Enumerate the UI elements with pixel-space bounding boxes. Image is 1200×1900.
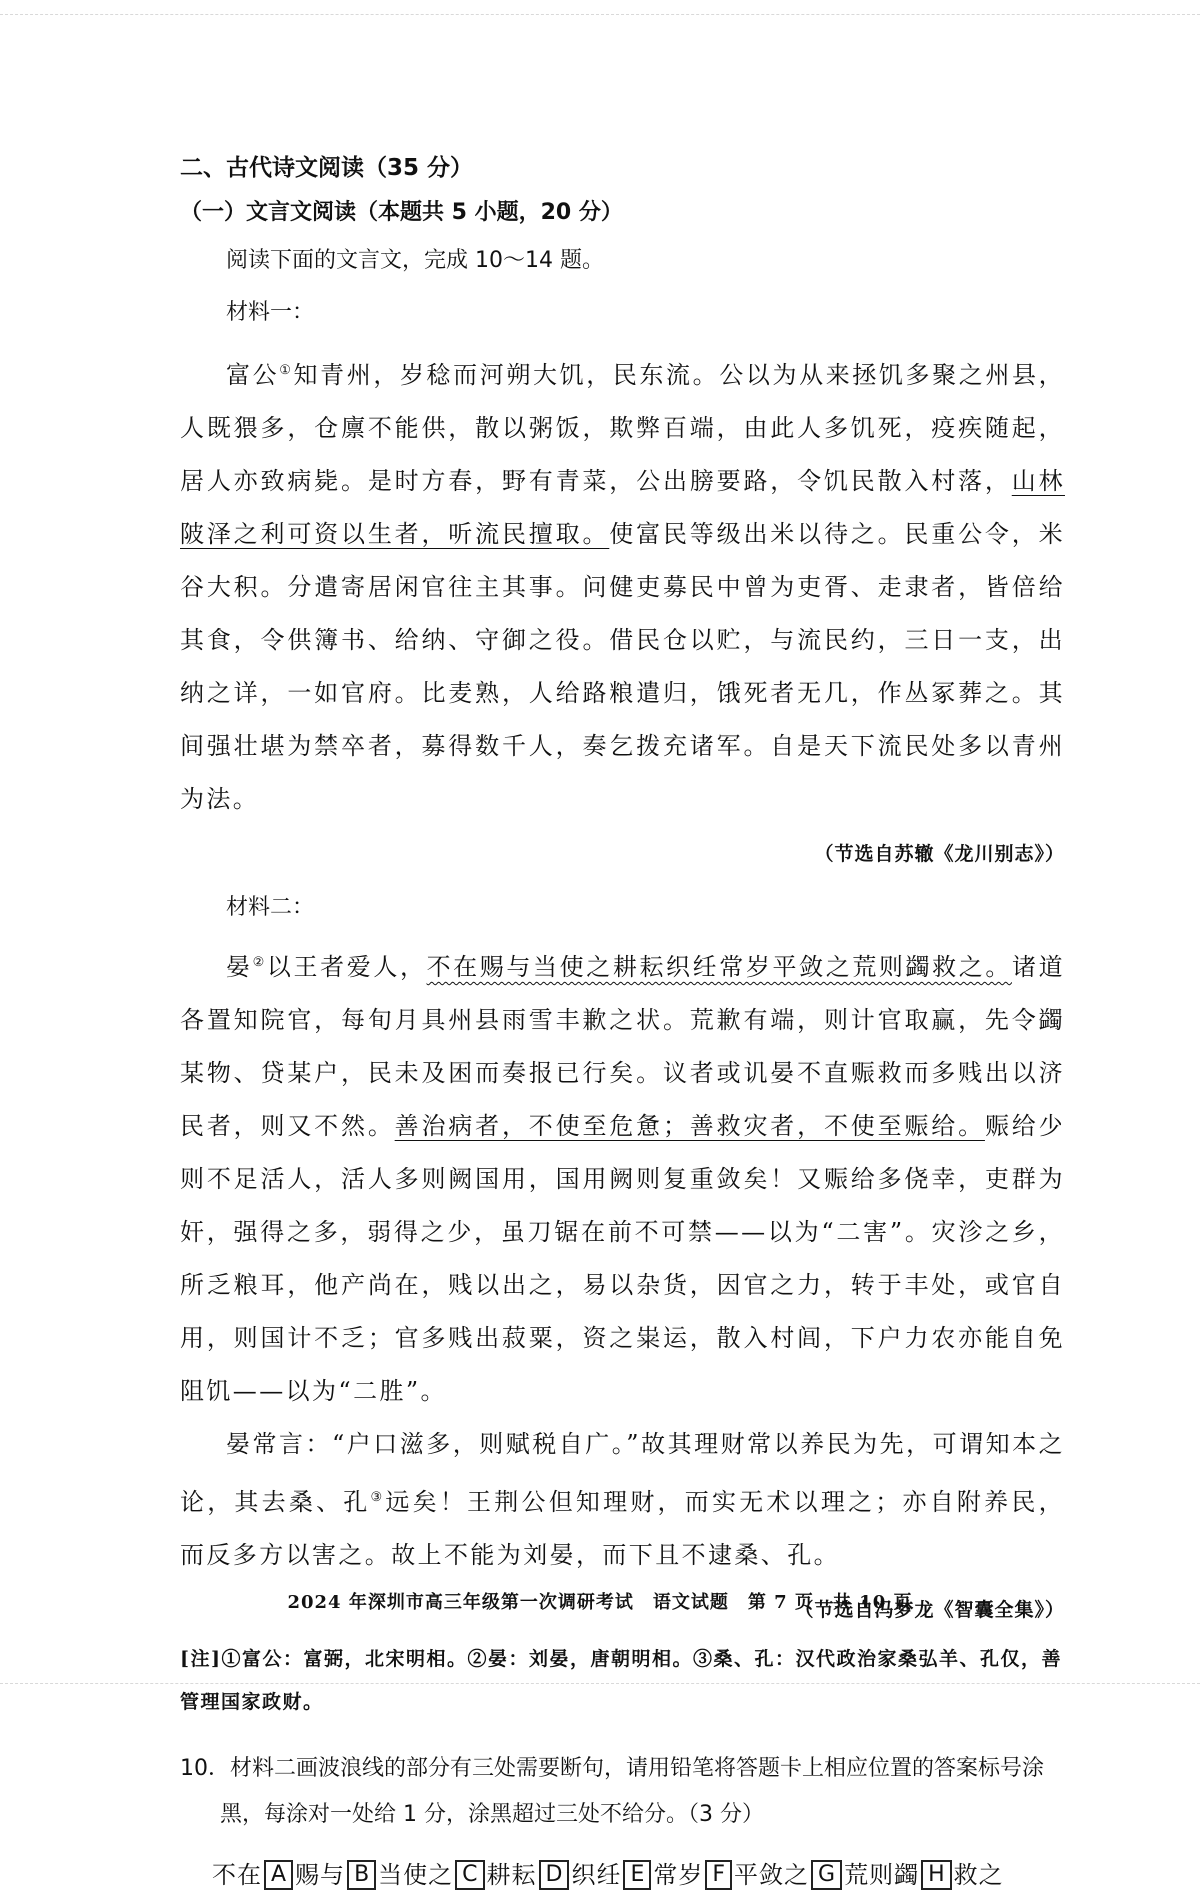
material2-text [180, 936, 1065, 1418]
reading-instruction: 阅读下面的文言文，完成 10～14 题。 [226, 248, 604, 273]
question-10-options [212, 1850, 1065, 1900]
page-footer: 2024 年深圳市高三年级第一次调研考试 语文试题 第 7 页 共 10 页 [287, 1592, 913, 1613]
section-title: 二、古代诗文阅读（35 分） [180, 155, 474, 181]
note3-mark: ③ [370, 1490, 386, 1505]
q10-segment: 织纴 [571, 1861, 622, 1889]
q10-segment: 平敛之 [734, 1861, 810, 1889]
material1-underlined: 山林陂泽之利可资以生者，听流民擅取。 [180, 467, 1065, 548]
material2-part-b: 诸道各置知院官，每旬月具州县雨雪丰歉之状。荒歉有端，则计官取赢，先令蠲某物、贷某户，民未及困而奏报已行矣。议者或讥晏不直赈救而多贱出以济民者，则又不然。 [180, 953, 1065, 1140]
q10-option-box-f[interactable]: F [705, 1860, 732, 1890]
question-10: 10．材料二画波浪线的部分有三处需要断句，请用铅笔将答题卡上相应位置的答案标号涂黑，每涂对一处给 1 分，涂黑超过三处不给分。（3 分） [180, 1756, 1044, 1827]
scan-edge-bottom [0, 1683, 1200, 1684]
q10-option-box-e[interactable]: E [623, 1860, 651, 1890]
q10-segment: 荒则蠲 [844, 1861, 920, 1889]
q10-segment: 赐与 [295, 1861, 346, 1889]
material1-lead: 富公 [226, 361, 280, 389]
material2-wavy-passage: 不在赐与当使之耕耘织纴常岁平敛之荒则蠲救之。 [426, 953, 1012, 981]
q10-segment: 耕耘 [486, 1861, 537, 1889]
material2-para2-b: 远矣！王荆公但知理财，而实无术以理之；亦自附养民，而反多方以害之。故上不能为刘晏，而下且不逮桑、孔。 [180, 1488, 1065, 1569]
material2-underlined: 善治病者，不使至危惫；善救灾者，不使至赈给。 [394, 1112, 985, 1140]
q10-option-box-h[interactable]: H [921, 1860, 952, 1890]
q10-segment: 救之 [953, 1861, 1004, 1889]
material1-text [180, 344, 1065, 826]
annotation-notes: [注]①富公：富弼，北宋明相。②晏：刘晏，唐朝明相。③桑、孔：汉代政治家桑弘羊、孔仅，善管理国家政财。 [180, 1648, 1062, 1713]
material2-label: 材料二： [226, 895, 315, 920]
exam-page [180, 145, 1065, 1900]
q10-option-box-c[interactable]: C [455, 1860, 484, 1890]
material1-label: 材料一： [226, 300, 315, 325]
q10-option-box-b[interactable]: B [347, 1860, 376, 1890]
material2-source: （节选自冯梦龙《智囊全集》） [794, 1599, 1065, 1621]
material1-part-b: 使富民等级出米以待之。民重公令，米谷大积。分遣寄居闲官往主其事。问健吏募民中曾为吏胥、走隶者，皆倍给其食，令供簿书、给纳、守御之役。借民仓以贮，与流民约，三日一支，出纳之详，一如官府。比麦熟，人给路粮遣归，饿死者无几，作丛冢葬之。其间强壮堪为禁卒者，募得数千人，奏乞拨充诸军。自是天下流民处多以青州为法。 [180, 520, 1065, 813]
note1-mark: ① [279, 363, 294, 378]
scan-edge-top [0, 14, 1200, 15]
q10-segment: 常岁 [653, 1861, 704, 1889]
material2-para2-a: 晏常言：“户口滋多，则赋税自广。”故其理财常以养民为先，可谓知本之论，其去桑、孔 [180, 1430, 1065, 1516]
material2-part-a: 以王者爱人， [266, 953, 427, 981]
note2-mark: ② [252, 955, 267, 970]
material1-part-a: 知青州，岁稔而河朔大饥，民东流。公以为从来拯饥多聚之州县，人既猥多，仓廪不能供，散以粥饭，欺弊百端，由此人多饥死，疫疾随起，居人亦致病毙。是时方春，野有青菜，公出膀要路，令饥民散入村落， [180, 361, 1065, 495]
material2-part-c: 赈给少则不足活人，活人多则阙国用，国用阙则复重敛矣！又赈给多侥幸，吏群为奸，强得之多，弱得之少，虽刀锯在前不可禁——以为“二害”。灾沴之乡，所乏粮耳，他产尚在，贱以出之，易以杂货，因官之力，转于丰处，或官自用，则国计不乏；官多贱出菽粟，资之粜运，散入村闾，下户力农亦能自免阻饥——以为“二胜”。 [180, 1112, 1065, 1405]
q10-segment: 不在 [212, 1861, 262, 1889]
q10-option-box-a[interactable]: A [264, 1860, 293, 1890]
subsection-title: （一）文言文阅读（本题共 5 小题，20 分） [180, 200, 623, 225]
material2-paragraph2 [180, 1418, 1065, 1582]
q10-segment: 当使之 [378, 1861, 454, 1889]
q10-option-box-g[interactable]: G [811, 1860, 842, 1890]
material1-source: （节选自苏辙《龙川别志》） [814, 843, 1065, 865]
material2-lead: 晏 [226, 953, 253, 981]
q10-option-box-d[interactable]: D [539, 1860, 570, 1890]
